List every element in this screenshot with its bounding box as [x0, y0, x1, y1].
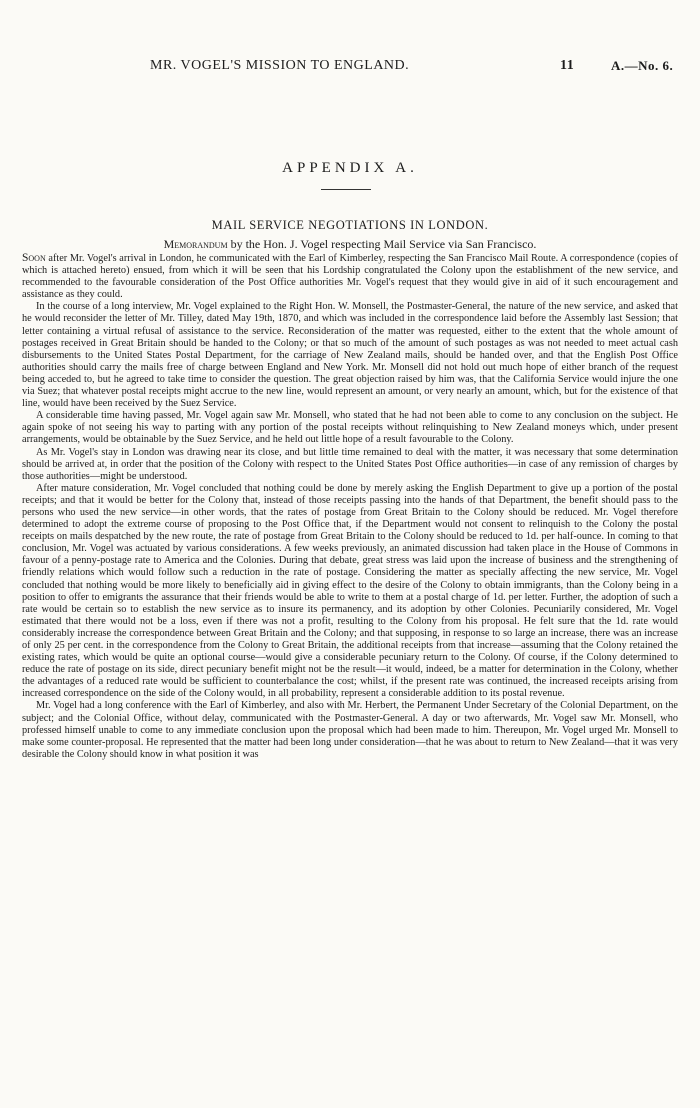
memorandum-text: by the Hon. J. Vogel respecting Mail Service via San Francisco.	[227, 237, 537, 251]
paragraph: A considerable time having passed, Mr. Vogel again saw Mr. Monsell, who stated that he had not been able to come to any conclusion on the subject. He again spoke of not seeing his way to parting with any portion of the postal receipts without relinquishing to New Zealand moneys which, under present arrangements, would be obtainable by the Suez Service, and he held out little hope of a result favourable to the Colony.	[22, 410, 678, 446]
page-number: 11	[560, 58, 575, 73]
memorandum-label: Memorandum	[163, 237, 228, 251]
paragraph: As Mr. Vogel's stay in London was drawing near its close, and but little time remained to deal with the matter, it was necessary that some determination should be arrived at, in order that the position of the Colony with respect to the United States Post Office authorities—in case of any remission of charges by those authorities—might be understood.	[22, 446, 678, 482]
paragraph: After mature consideration, Mr. Vogel concluded that nothing could be done by merely asking the English Department to give up a portion of the postal receipts; and that it would be better for the Colony that, instead of those receipts passing into the hands of that Department, the benefit should pass to the persons who used the new service—in other words, that the rates of postage from Great Britain to the Colony should be reduced. Mr. Vogel therefore determined to adopt the extreme course of proposing to the Post Office that, if the Department would not consent to relinquish to the Colony the postal receipts on mails despatched by the new route, the rate of postage from Great Britain to the Colony should be reduced to 1d. per half-ounce. In coming to that conclusion, Mr. Vogel was actuated by various considerations. A few weeks previously, an animated discussion had taken place in the House of Commons in favour of a penny-postage rate to America and the Colonies. During that debate, great stress was laid upon the increase of business and the strengthening of friendly relations which would follow such a reduction in the rate of postage. Considering the matter as specially affecting the new service, Mr. Vogel concluded that nothing would be more likely to beneficially aid in giving effect to the desire of the Colony to obtain immigrants, than the Colony being in a position to offer to emigrants the assurance that their friends would be able to write to them at a postal charge of 1d. per letter. Further, the adoption of such a rate would be certain so to establish the new service as to insure its permanency, and its adoption by other Colonies. Pecuniarily considered, Mr. Vogel estimated that there would not be a loss, even if there was not a profit, resulting to the Colony from his proposal. He felt sure that the 1d. rate would considerably increase the correspondence between Great Britain and the Colony; and that supposing, in response to so large an increase, there was an increase of only 25 per cent. in the correspondence from the Colony to Great Britain, the additional receipts from that increase—assuming that the Colony retained the existing rates, which would be quite an optional course—would give a considerable pecuniary return to the Colony. Of course, if the Colony determined to reduce the rate of postage on its side, direct pecuniary benefit might not be the result—it would, indeed, be a matter for determination in the Colony, whether the advantages of a reduced rate would be sufficient to counterbalance the cost; whilst, if the present rate was continued, the increased receipts arising from increased correspondence on the side of the Colony would, in all probability, represent a considerable addition to its postal revenue.	[22, 482, 678, 700]
appendix-title: APPENDIX A.	[282, 160, 418, 176]
lead-word: Soon	[22, 252, 46, 264]
paragraph-text: after Mr. Vogel's arrival in London, he communicated with the Earl of Kimberley, respecting the San Francisco Mail Route. A correspondence (copies of which is attached hereto) ensued, from which it will be seen that his Lordship congratulated the Colony upon the establishment of the new service, and recommended to the favourable consideration of the Post Office authorities Mr. Vogel's request that they would give in aid of it such encouragement and assistance as they could.	[22, 253, 678, 301]
running-head	[0, 58, 700, 78]
paragraph: Mr. Vogel had a long conference with the Earl of Kimberley, and also with Mr. Herbert, the Permanent Under Secretary of the Colonial Department, on the subject; and the Colonial Office, without delay, communicated with the Postmaster-General. A day or two afterwards, Mr. Vogel saw Mr. Monsell, who professed himself unable to come to any immediate conclusion upon the proposal which had been made to him. Thereupon, Mr. Vogel urged Mr. Monsell to make some counter-proposal. He represented that the matter had been long under consideration—that he was about to return to New Zealand—that it was very desirable the Colony should know in what position it was	[22, 700, 678, 760]
paragraph: In the course of a long interview, Mr. Vogel explained to the Right Hon. W. Monsell, the Postmaster-General, the nature of the new service, and asked that he would reconsider the letter of Mr. Tilley, dated May 19th, 1870, and which was included in the correspondence laid before the Assembly last Session; that letter containing a virtual refusal of assistance to the service. Reconsideration of the matter was requested, either to the extent that the whole amount of postages received in Great Britain should be handed to the Colony; or that so much of the amount of such postages as was not needed to meet actual cash disbursements to the United States Postal Department, for the carriage of New Zealand mails, should be handed over, and that the English Post Office authorities should carry the mails free of charge between England and New York. Mr. Monsell did not hold out much hope of either branch of the request being acceded to, but he agreed to take time to consider the question. The great objection raised by him was, that the California Service would injure the one via Suez; that whatever postal receipts might accrue to the new line, would represent an amount, or very nearly an amount, which, but for the existence of that line, would have been received by the Suez Service.	[22, 301, 678, 410]
title-rule	[321, 189, 371, 190]
paragraph	[22, 252, 678, 301]
document-reference: A.—No. 6.	[611, 58, 674, 73]
body-text	[22, 252, 678, 761]
memorandum-heading	[0, 237, 700, 252]
running-title: MR. VOGEL'S MISSION TO ENGLAND.	[150, 58, 410, 73]
section-title: MAIL SERVICE NEGOTIATIONS IN LONDON.	[211, 218, 489, 232]
